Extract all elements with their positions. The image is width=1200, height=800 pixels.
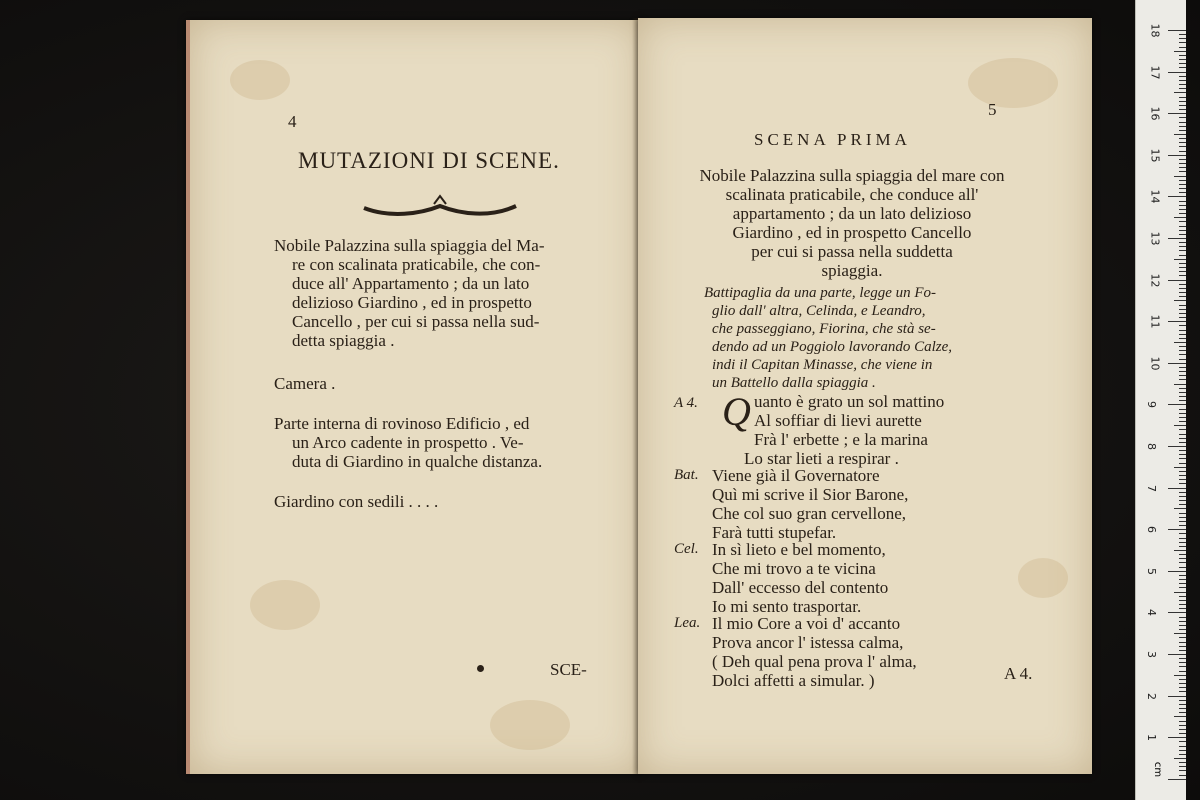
ruler-tick [1179, 122, 1186, 123]
ruler-tick [1179, 38, 1186, 39]
stage-direction-line: Battipaglia da una parte, legge un Fo- [704, 285, 937, 301]
ruler-tick [1179, 226, 1186, 227]
ruler-tick [1179, 413, 1186, 414]
ruler-tick [1179, 750, 1186, 751]
ruler-tick [1168, 529, 1186, 530]
ruler-tick [1179, 596, 1186, 597]
ruler-tick [1179, 521, 1186, 522]
ruler-tick [1179, 525, 1186, 526]
ruler-tick [1179, 309, 1186, 310]
ruler-tick [1179, 746, 1186, 747]
verse-line: Dolci affetti a simular. ) [712, 671, 875, 690]
ruler-tick [1174, 300, 1186, 301]
ruler-tick [1179, 213, 1186, 214]
ruler-tick [1179, 138, 1186, 139]
ruler-tick [1179, 479, 1186, 480]
ruler-unit: cm [1152, 761, 1164, 778]
ruler-tick [1174, 467, 1186, 468]
ruler-tick [1179, 617, 1186, 618]
ruler-tick [1179, 683, 1186, 684]
ruler-tick [1179, 429, 1186, 430]
catchword: A 4. [1004, 664, 1033, 683]
ruler-tick [1179, 271, 1186, 272]
ruler-tick [1179, 741, 1186, 742]
ruler-tick [1179, 180, 1186, 181]
ruler-tick [1179, 184, 1186, 185]
ruler-number: 17 [1148, 65, 1162, 80]
ruler-tick [1179, 151, 1186, 152]
ruler-number: 8 [1145, 443, 1158, 450]
ruler-tick [1179, 288, 1186, 289]
ruler-tick [1179, 471, 1186, 472]
ruler-tick [1179, 313, 1186, 314]
ruler-tick [1179, 101, 1186, 102]
parte-paragraph [274, 414, 542, 471]
ruler-number: 11 [1148, 314, 1162, 329]
ruler-tick [1179, 600, 1186, 601]
ruler-tick [1179, 666, 1186, 667]
ruler-tick [1179, 475, 1186, 476]
setting-paragraph [274, 236, 545, 350]
ruler-tick [1179, 354, 1186, 355]
ruler-tick [1179, 567, 1186, 568]
ruler-tick [1179, 142, 1186, 143]
ruler-tick [1179, 762, 1186, 763]
ruler-tick [1174, 259, 1186, 260]
ruler-tick [1179, 338, 1186, 339]
ruler-tick [1179, 205, 1186, 206]
ruler-tick [1179, 296, 1186, 297]
ruler-tick [1168, 321, 1186, 322]
ruler-tick [1179, 517, 1186, 518]
paragraph-line: delizioso Giardino , ed in prospetto [292, 293, 532, 312]
ruler-tick [1179, 80, 1186, 81]
ruler-tick [1179, 458, 1186, 459]
ruler-number: 7 [1145, 484, 1158, 492]
ruler-tick [1168, 280, 1186, 281]
setting-paragraph [682, 166, 1022, 280]
ruler-tick [1179, 330, 1186, 331]
ruler-tick [1168, 238, 1186, 239]
ruler-tick [1174, 550, 1186, 551]
ruler-tick [1179, 201, 1186, 202]
ruler-tick [1179, 587, 1186, 588]
ruler-tick [1179, 346, 1186, 347]
ruler-number: 1 [1145, 734, 1158, 742]
ruler-tick [1174, 592, 1186, 593]
ruler-tick [1179, 704, 1186, 705]
ruler-tick [1179, 375, 1186, 376]
ruler-tick [1179, 671, 1186, 672]
camera-label: Camera . [274, 374, 336, 393]
ruler-tick [1168, 113, 1186, 114]
ruler-tick [1179, 242, 1186, 243]
paragraph-line: Nobile Palazzina sulla spiaggia del Ma- [274, 236, 545, 255]
ruler-number: 3 [1145, 651, 1158, 658]
speaker-label: Bat. [674, 467, 699, 483]
ruler-number: 6 [1145, 526, 1158, 534]
verse-line: Viene già il Governatore [712, 466, 880, 485]
catchword: SCE- [550, 660, 587, 679]
ruler-tick [1179, 558, 1186, 559]
speaker-label: Lea. [674, 615, 701, 631]
ruler-tick [1179, 708, 1186, 709]
ruler-tick [1179, 171, 1186, 172]
verse-line: Io mi sento trasportar. [712, 597, 862, 616]
ruler-tick [1179, 554, 1186, 555]
verse-line: Il mio Core a voi d' accanto [712, 614, 901, 633]
stage-direction-line: che passeggiano, Fiorina, che stà se- [712, 321, 936, 337]
setting-line: per cui si passa nella suddetta [751, 242, 953, 261]
ruler-tick [1174, 716, 1186, 717]
ruler-tick [1179, 513, 1186, 514]
paragraph-line: Parte interna di rovinoso Edificio , ed [274, 414, 530, 433]
ruler-tick [1179, 34, 1186, 35]
ruler-tick [1179, 55, 1186, 56]
ruler-number: 4 [1145, 609, 1158, 617]
ruler-tick [1174, 92, 1186, 93]
ruler-tick [1168, 488, 1186, 489]
ruler-tick [1179, 770, 1186, 771]
ruler-tick [1179, 88, 1186, 89]
ruler-tick [1179, 379, 1186, 380]
verse-line: Che mi trovo a te vicina [712, 559, 876, 578]
verse-line: Quì mi scrive il Sior Barone, [712, 485, 909, 504]
ruler-tick [1179, 562, 1186, 563]
paragraph-line: re con scalinata praticabile, che con- [292, 255, 541, 274]
ruler-tick [1179, 417, 1186, 418]
ruler-tick [1179, 275, 1186, 276]
setting-line: Nobile Palazzina sulla spiaggia del mare con [699, 166, 1005, 185]
ruler-tick [1179, 691, 1186, 692]
stage-direction-line: indi il Capitan Minasse, che viene in [712, 357, 933, 373]
paragraph-line: un Arco cadente in prospetto . Ve- [292, 433, 524, 452]
ruler-number: 18 [1148, 23, 1162, 38]
verse-line: uanto è grato un sol mattino [754, 392, 945, 411]
ruler-tick [1179, 359, 1186, 360]
ruler-tick [1179, 126, 1186, 127]
ruler-tick [1179, 504, 1186, 505]
ruler-tick [1179, 421, 1186, 422]
page-heading: MUTAZIONI DI SCENE. [298, 148, 560, 173]
ruler-tick [1168, 612, 1186, 613]
ruler-tick [1179, 130, 1186, 131]
paragraph-line: detta spiaggia . [292, 331, 395, 350]
ruler-tick [1179, 371, 1186, 372]
ruler-tick [1179, 658, 1186, 659]
ruler-tick [1179, 687, 1186, 688]
ruler-tick [1179, 392, 1186, 393]
ruler-tick [1179, 292, 1186, 293]
stage-direction-line: dendo ad un Poggiolo lavorando Calze, [712, 339, 952, 355]
ruler-tick [1179, 97, 1186, 98]
ruler-tick [1168, 196, 1186, 197]
ruler-tick [1179, 47, 1186, 48]
ruler-tick [1179, 492, 1186, 493]
ruler-tick [1179, 117, 1186, 118]
ruler-tick [1179, 167, 1186, 168]
verse-line: In sì lieto e bel momento, [712, 540, 886, 559]
ruler-tick [1174, 633, 1186, 634]
ruler-number: 9 [1145, 401, 1158, 409]
giardino-label: Giardino con sedili . . . . [274, 492, 439, 511]
ruler-tick [1168, 696, 1186, 697]
ruler-tick [1179, 67, 1186, 68]
ruler-tick [1179, 400, 1186, 401]
paragraph-line: duce all' Appartamento ; da un lato [292, 274, 530, 293]
ruler-tick [1168, 654, 1186, 655]
ruler-tick [1179, 192, 1186, 193]
measuring-ruler [1135, 0, 1186, 800]
ruler-tick [1179, 325, 1186, 326]
ruler-tick [1179, 388, 1186, 389]
ruler-tick [1179, 454, 1186, 455]
ruler-tick [1174, 342, 1186, 343]
ruler-number: 12 [1148, 273, 1162, 288]
ruler-tick [1179, 409, 1186, 410]
verse-line: Al soffiar di lievi aurette [754, 411, 922, 430]
ruler-tick [1174, 176, 1186, 177]
ruler-tick [1174, 425, 1186, 426]
ruler-tick [1179, 662, 1186, 663]
ruler-tick [1168, 30, 1186, 31]
page-number: 5 [988, 100, 997, 119]
ruler-tick [1168, 779, 1186, 780]
ruler-tick [1179, 42, 1186, 43]
ruler-tick [1179, 367, 1186, 368]
speaker-label: A 4. [674, 395, 698, 411]
scene-heading: SCENA PRIMA [754, 130, 911, 149]
ruler-tick [1179, 159, 1186, 160]
verse-line: Prova ancor l' istessa calma, [712, 633, 904, 652]
ruler-tick [1179, 63, 1186, 64]
drop-cap: Q [722, 389, 751, 434]
ruler-tick [1179, 646, 1186, 647]
verse-line: Lo star lieti a respirar . [744, 449, 899, 468]
ruler-number: 5 [1145, 567, 1158, 575]
ruler-tick [1179, 463, 1186, 464]
ruler-tick [1179, 267, 1186, 268]
verse-line: ( Deh qual pena prova l' alma, [712, 652, 917, 671]
ruler-tick [1179, 621, 1186, 622]
verse-line: Farà tutti stupefar. [712, 523, 837, 542]
ruler-tick [1179, 650, 1186, 651]
ruler-tick [1179, 483, 1186, 484]
ruler-number: 16 [1148, 106, 1162, 121]
setting-line: Giardino , ed in prospetto Cancello [732, 223, 972, 242]
ruler-tick [1179, 234, 1186, 235]
ruler-tick [1168, 72, 1186, 73]
setting-line: scalinata praticabile, che conduce all' [725, 185, 979, 204]
ruler-tick [1174, 384, 1186, 385]
ruler-tick [1179, 608, 1186, 609]
ruler-tick [1179, 700, 1186, 701]
ruler-tick [1168, 155, 1186, 156]
ruler-tick [1174, 51, 1186, 52]
ruler-number: 13 [1148, 231, 1162, 246]
ruler-tick [1174, 675, 1186, 676]
ruler-tick [1168, 404, 1186, 405]
ruler-tick [1179, 766, 1186, 767]
ruler-tick [1179, 59, 1186, 60]
ruler-tick [1179, 317, 1186, 318]
ornament-divider [360, 192, 520, 220]
ruler-tick [1179, 496, 1186, 497]
ruler-tick [1179, 396, 1186, 397]
ruler-tick [1179, 642, 1186, 643]
ruler-tick [1179, 583, 1186, 584]
ruler-tick [1179, 334, 1186, 335]
ruler-tick [1179, 434, 1186, 435]
ruler-tick [1179, 637, 1186, 638]
right-page [638, 18, 1092, 774]
ruler-tick [1179, 575, 1186, 576]
ruler-tick [1179, 733, 1186, 734]
verse-line: Che col suo gran cervellone, [712, 504, 907, 523]
verse-line: Frà l' erbette ; e la marina [754, 430, 928, 449]
ruler-tick [1179, 263, 1186, 264]
ruler-tick [1179, 109, 1186, 110]
ruler-tick [1179, 754, 1186, 755]
ruler-tick [1179, 230, 1186, 231]
ruler-tick [1179, 146, 1186, 147]
ruler-tick [1179, 438, 1186, 439]
ruler-tick [1179, 442, 1186, 443]
page-number: 4 [288, 112, 297, 131]
ruler-tick [1174, 134, 1186, 135]
ruler-tick [1179, 255, 1186, 256]
ruler-tick [1174, 217, 1186, 218]
ruler-tick [1179, 450, 1186, 451]
ruler-number: 15 [1148, 148, 1162, 163]
ruler-tick [1168, 363, 1186, 364]
ruler-tick [1179, 76, 1186, 77]
ruler-tick [1179, 188, 1186, 189]
ruler-tick [1179, 221, 1186, 222]
ruler-tick [1179, 604, 1186, 605]
ruler-tick [1179, 729, 1186, 730]
verse-line: Dall' eccesso del contento [712, 578, 889, 597]
ruler-tick [1179, 533, 1186, 534]
ruler-number: 14 [1148, 189, 1162, 204]
ruler-tick [1179, 725, 1186, 726]
ruler-tick [1174, 508, 1186, 509]
setting-line: appartamento ; da un lato delizioso [732, 204, 972, 223]
left-page [186, 20, 642, 774]
ruler-tick [1179, 542, 1186, 543]
ruler-tick [1179, 721, 1186, 722]
ruler-tick [1179, 500, 1186, 501]
ruler-tick [1179, 546, 1186, 547]
ruler-tick [1179, 625, 1186, 626]
ruler-tick [1179, 246, 1186, 247]
open-book [186, 18, 1092, 774]
stage-direction-line: un Battello dalla spiaggia . [712, 375, 876, 391]
speaker-label: Cel. [674, 541, 699, 557]
setting-line: spiaggia. [821, 261, 883, 280]
ruler-tick [1179, 579, 1186, 580]
ruler-tick [1179, 629, 1186, 630]
ruler-tick [1179, 163, 1186, 164]
stage-direction [704, 284, 952, 392]
stage-direction-line: glio dall' altra, Celinda, e Leandro, [712, 303, 926, 319]
ruler-tick [1168, 446, 1186, 447]
ruler-tick [1179, 84, 1186, 85]
ruler-tick [1168, 571, 1186, 572]
paragraph-line: duta di Giardino in qualche distanza. [292, 452, 543, 471]
ruler-number: 10 [1148, 356, 1162, 371]
printer-mark [477, 665, 484, 672]
ruler-tick [1179, 284, 1186, 285]
ruler-number: 2 [1145, 692, 1158, 700]
ruler-tick [1179, 209, 1186, 210]
ruler-tick [1179, 305, 1186, 306]
ruler-tick [1174, 758, 1186, 759]
ruler-tick [1168, 737, 1186, 738]
paragraph-line: Cancello , per cui si passa nella sud- [292, 312, 540, 331]
ruler-tick [1179, 350, 1186, 351]
ruler-tick [1179, 712, 1186, 713]
ruler-tick [1179, 679, 1186, 680]
ruler-tick [1179, 105, 1186, 106]
ruler-tick [1179, 250, 1186, 251]
ruler-tick [1179, 538, 1186, 539]
ruler-tick [1179, 775, 1186, 776]
